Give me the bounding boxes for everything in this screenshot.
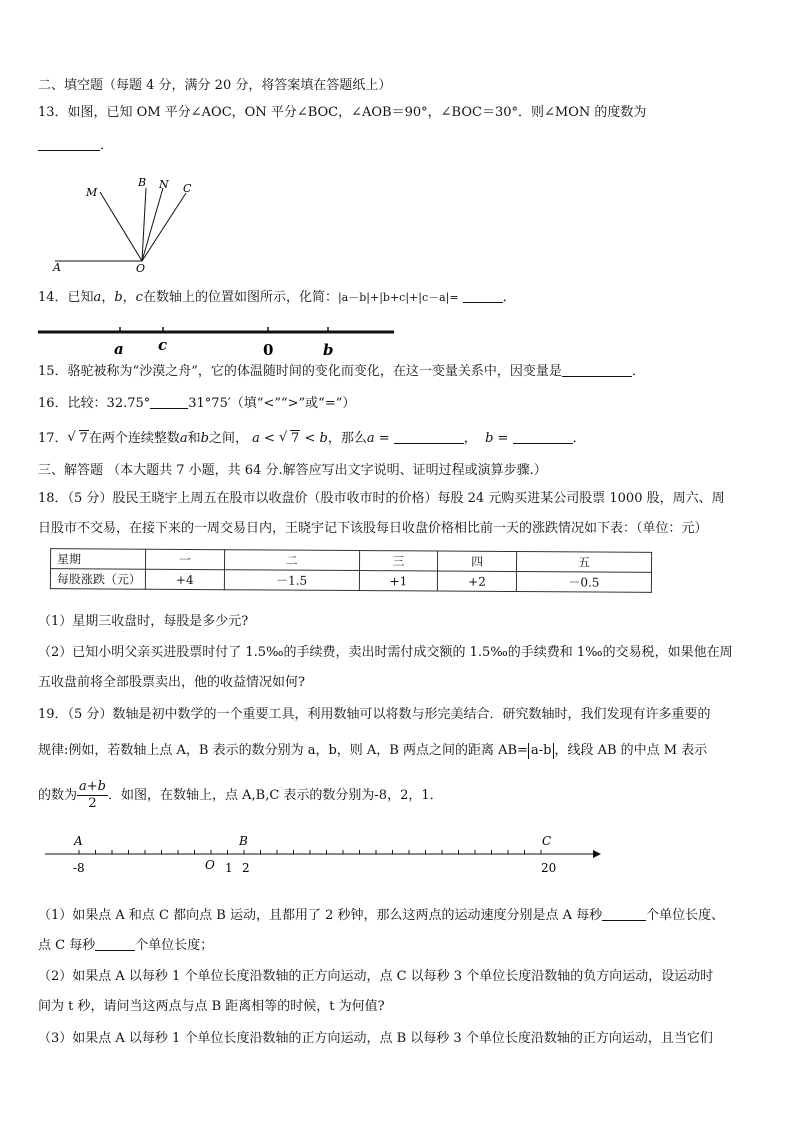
question-19-sub-2-line-2: 间为 t 秒，请问当这两点与点 B 距离相等的时候，t 为何值?: [38, 999, 385, 1014]
answer-blank-a[interactable]: [394, 429, 464, 444]
table-cell: 五: [516, 552, 651, 573]
question-13-text: 13．如图，已知 OM 平分∠AOC，ON 平分∠BOC，∠AOB＝90°，∠BOC＝30°．则∠MON 的度数为: [38, 105, 647, 120]
question-15-text: 15．骆驼被称为“沙漠之舟”，它的体温随时间的变化而变化，在这一变量关系中，因变量是 ．: [38, 364, 645, 379]
question-13-answer-line: ．: [38, 136, 113, 156]
point-label-b: B: [239, 834, 248, 848]
label-o: O: [136, 262, 146, 275]
question-19-line-1: 19．（5 分）数轴是初中数学的一个重要工具，利用数轴可以将数与形完美结合．研究数轴时，我们发现有许多重要的: [38, 707, 711, 722]
tick-label-c: c: [158, 336, 168, 354]
sqrt-7: √ 7: [68, 429, 89, 449]
number-line-19: [45, 832, 605, 878]
question-16-text: 16．比较：32.75° 31°75′（填“<”“>”或“=”）: [38, 396, 356, 411]
tick-label-2: 2: [242, 861, 250, 875]
point-label-a: A: [74, 834, 83, 848]
table-cell: －1.5: [224, 570, 359, 591]
question-17-text: 17．√ 7在两个连续整数a和b之间， a < √ 7 < b，那么a = ， b = ．: [38, 429, 586, 449]
question-19-sub-2-line-1: （2）如果点 A 以每秒 1 个单位长度沿数轴的正方向运动，点 C 以每秒 3 个单位长度沿数轴的负方向运动，设运动时: [38, 969, 714, 984]
question-19-line-3: 的数为 $\frac{a+b}{2}$ ．如图，在数轴上，点 A,B,C 表示的数分别为-8，2，1．: [38, 779, 443, 811]
answer-blank[interactable]: [463, 288, 503, 303]
table-cell: +4: [145, 569, 224, 589]
answer-blank-c-speed[interactable]: [95, 936, 135, 951]
table-cell: +1: [359, 571, 438, 591]
question-14-text: 14．已知a，b，c在数轴上的位置如图所示，化简：|a－b|+|b+c|+|c－a|= ．: [38, 290, 516, 305]
label-m: M: [86, 186, 98, 199]
tick-label-minus-8: -8: [73, 861, 85, 875]
tick-label-1: 1: [225, 861, 233, 875]
angle-figure: [40, 170, 210, 278]
label-n: N: [159, 178, 169, 191]
question-19-sub-1-line-1: （1）如果点 A 和点 C 都向点 B 运动，且都用了 2 秒钟，那么这两点的运动速度分别是点 A 每秒 个单位长度、: [38, 908, 725, 923]
number-line-14: [38, 318, 398, 360]
question-18-line-2: 日股市不交易，在接下来的一周交易日内，王晓宇记下该股每日收盘价格相比前一天的涨跌情况如下表：（单位：元）: [38, 521, 708, 536]
question-18-sub-1: （1）星期三收盘时，每股是多少元?: [38, 614, 249, 629]
answer-blank[interactable]: [562, 362, 632, 377]
ray-oc: [142, 193, 186, 261]
price-change-table: [50, 548, 652, 593]
answer-blank[interactable]: [38, 136, 100, 151]
ray-om: [100, 192, 142, 261]
point-label-c: C: [542, 834, 552, 848]
answer-blank[interactable]: [150, 394, 188, 409]
label-c: C: [183, 182, 192, 195]
question-19-line-2: 规律:例如，若数轴上点 A，B 表示的数分别为 a，b，则 A，B 两点之间的距离 AB= a-b ，线段 AB 的中点 M 表示: [38, 743, 708, 758]
tick-label-20: 20: [541, 861, 557, 875]
table-cell: 每股涨跌（元）: [50, 569, 145, 590]
tick-label-a: a: [114, 340, 124, 358]
table-cell: 四: [438, 551, 517, 571]
question-18-sub-2-line-2: 五收盘前将全部股票卖出，他的收益情况如何?: [38, 675, 305, 690]
answer-blank-a-speed[interactable]: [602, 906, 646, 921]
table-cell: 二: [224, 550, 359, 571]
section-heading-solutions: 三、解答题 （本大题共 7 小题，共 64 分.解答应写出文字说明、证明过程或演算步骤.）: [38, 463, 547, 478]
table-cell: 星期: [51, 549, 146, 570]
section-heading-fill-in: 二、填空题（每题 4 分，满分 20 分，将答案填在答题纸上）: [38, 78, 392, 93]
midpoint-fraction: $\frac{a+b}{2}$: [79, 779, 106, 811]
tick-label-b: b: [323, 341, 334, 359]
table-cell: 三: [359, 551, 438, 571]
question-18-line-1: 18．（5 分）股民王晓宇上周五在股市以收盘价（股市收市时的价格）每股 24 元购买进某公司股票 1000 股，周六、周: [38, 491, 725, 506]
label-b: B: [138, 176, 147, 189]
tick-label-origin: O: [205, 858, 215, 872]
tick-label-zero: 0: [263, 341, 274, 359]
table-row: [50, 569, 651, 593]
question-18-sub-2-line-1: （2）已知小明父亲买进股票时付了 1.5‰的手续费，卖出时需付成交额的 1.5‰的手续费和 1‰的交易税，如果他在周: [38, 645, 733, 660]
table-cell: 一: [146, 549, 225, 569]
label-a: A: [53, 261, 61, 274]
question-19-sub-3-line-1: （3）如果点 A 以每秒 1 个单位长度沿数轴的正方向运动，点 B 以每秒 3 个单位长度沿数轴的正方向运动，且当它们: [38, 1031, 713, 1046]
answer-blank-b[interactable]: [513, 429, 573, 444]
question-19-sub-1-line-2: 点 C 每秒 个单位长度；: [38, 938, 214, 953]
table-cell: －0.5: [516, 572, 651, 593]
table-cell: +2: [438, 571, 517, 591]
